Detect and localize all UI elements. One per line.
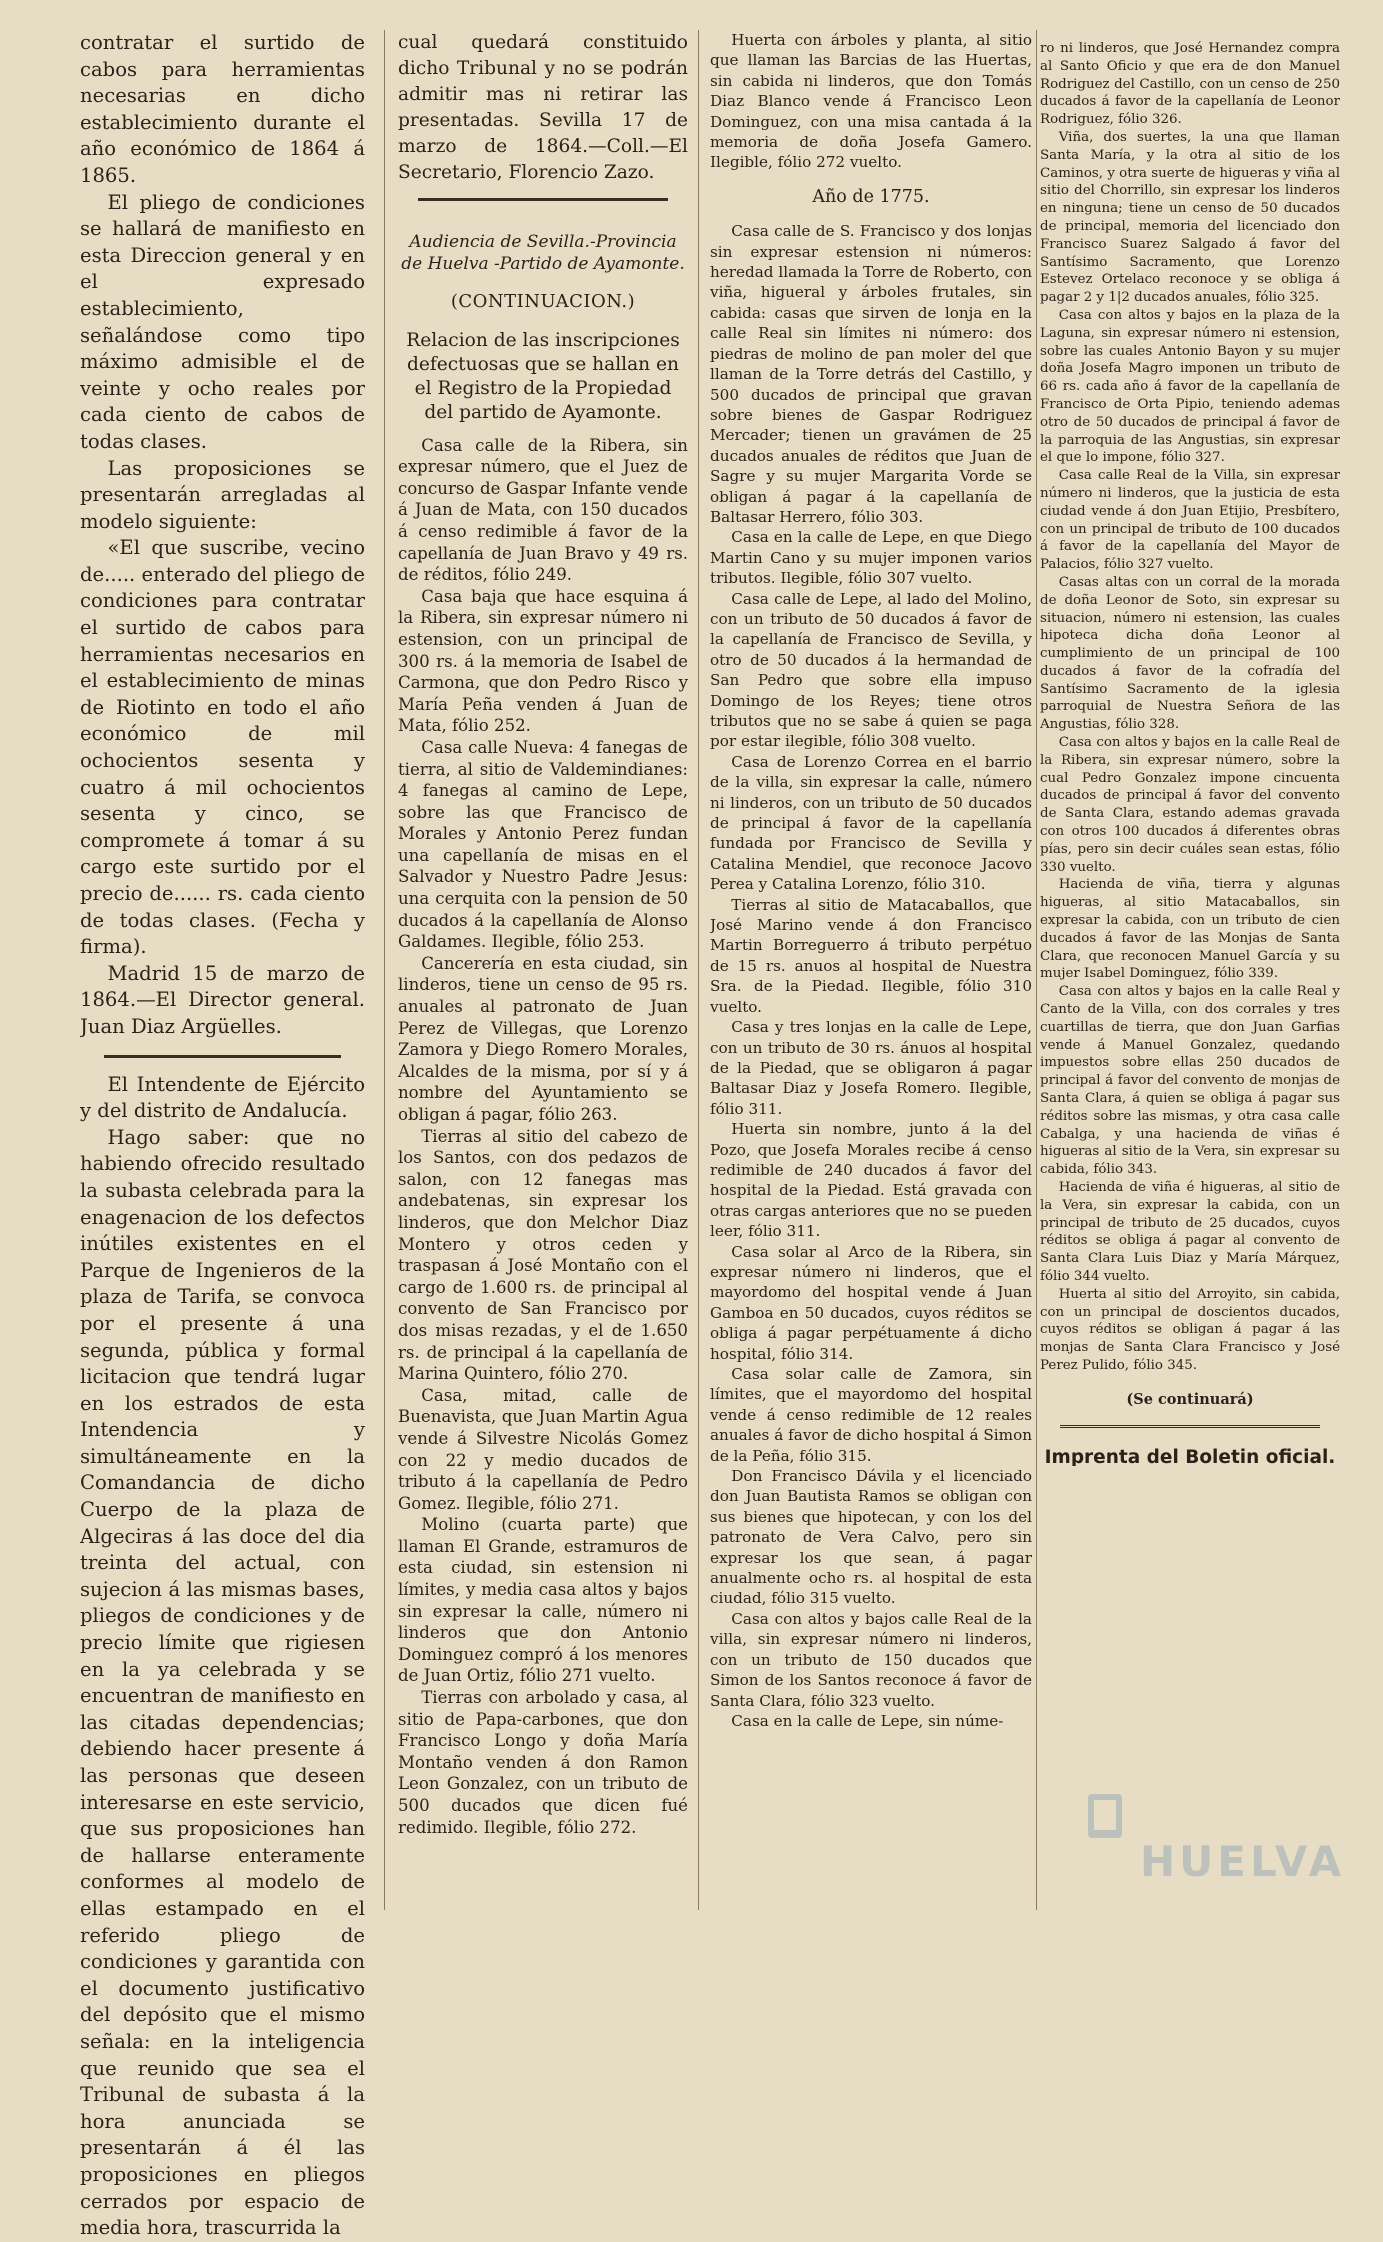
entry: Casa calle de la Ribera, sin expresar número, que el Juez de concurso de Gaspar Infante vende á Juan de Mata, con 150 ducados á censo redimible á favor de la capellanía de Juan Bravo y 49 rs. de réditos, fólio 249.	[398, 435, 688, 585]
entry: Casa con altos y bajos en la calle Real de la Ribera, sin expresar número, sobre la cual Pedro Gonzalez impone cincuenta ducados de principal á favor del convento de Santa Clara, estando ademas gravada con otros 100 ducados á diferentes obras pías, pero sin decir cuáles sean estas, fólio 330 vuelto.	[1040, 735, 1340, 875]
entry: Casa baja que hace esquina á la Ribera, sin expresar número ni estension, con un principal de 300 rs. á la memoria de Isabel de Carmona, que don Pedro Risco y María Peña venden á Juan de Mata, fólio 252.	[398, 586, 688, 736]
entry: Casa con altos y bajos en la plaza de la Laguna, sin expresar número ni estension, sobre las cuales Antonio Bayon y su mujer doña Josefa Magro imponen un tributo de 66 rs. cada año á favor de la capellanía de Francisco de Orta Pipio, teniendo ademas otro de 50 ducados de principal á favor de la parroquia de las Angustias, sin expresar el que lo impone, fólio 327.	[1040, 307, 1340, 466]
entry: Casa con altos y bajos calle Real de la villa, sin expresar número ni linderos, con un tributo de 150 ducados que Simon de los Santos reconoce á favor de Santa Clara, fólio 323 vuelto.	[710, 1609, 1032, 1710]
column-3	[710, 30, 1032, 1731]
column-rule	[1036, 30, 1037, 1910]
entry: Casa calle Nueva: 4 fanegas de tierra, al sitio de Valdemindianes: 4 fanegas al camino de Lepe, sobre las que Francisco de Morales y Antonio Perez fundan una capellanía de misas en el Salvador y Nuestro Padre Jesus: una cerquita con la pension de 50 ducados á la capellanía de Alonso Galdames. Ilegible, fólio 253.	[398, 737, 688, 952]
entry: Casa calle de S. Francisco y dos lonjas sin expresar estension ni números: heredad llamada la Torre de Roberto, con viña, higueral y árboles frutales, sin cabida: casas que sirven de lonja en la calle Real sin límites ni número: dos piedras de molino de pan moler del que llaman de la Torre detrás del Castillo, y 500 ducados de principal que gravan sobre bienes de Gaspar Rodriguez Mercader; tienen un gravámen de 25 ducados anuales de réditos que Juan de Sagre y su mujer Margarita Vorde se obligan á pagar á la capellanía de Baltasar Herrero, fólio 303.	[710, 222, 1032, 526]
entry: Casa solar al Arco de la Ribera, sin expresar número ni linderos, que el mayordomo del hospital vende á Juan Gamboa en 50 ducados, cuyos réditos se obliga á pagar perpétuamente á dicho hospital, fólio 314.	[710, 1242, 1032, 1363]
entry: Viña, dos suertes, la una que llaman Santa María, y la otra al sitio de los Caminos, y otra suerte de higueras y viña al sitio del Chorrillo, sin expresar los linderos en ninguna; tiene un censo de 50 ducados de principal, memoria del licenciado don Francisco Suarez Salgado á favor del Santísimo Sacramento, que Lorenzo Estevez Ortelaco reconoce y se obliga á pagar 2 y 1|2 ducados anuales, fólio 325.	[1040, 129, 1340, 306]
entry: Casa solar calle de Zamora, sin límites, que el mayordomo del hospital vende á censo redimible de 12 reales anuales á favor de dicho hospital á Simon de la Peña, fólio 315.	[710, 1365, 1032, 1465]
signature: Madrid 15 de marzo de 1864.—El Director general. Juan Diaz Argüelles.	[80, 961, 365, 1038]
continuation-label: (CONTINUACION.)	[450, 291, 636, 312]
watermark-text: HUELVA	[1140, 1837, 1346, 1886]
column-1	[80, 30, 365, 2242]
announcement-title: El Intendente de Ejército y del distrito de Andalucía.	[80, 1072, 365, 1123]
column-rule	[384, 30, 385, 1910]
entry: Casa calle de Lepe, al lado del Molino, con un tributo de 50 ducados á favor de la capellanía de Francisco de Sevilla, y otro de 50 ducados á la hermandad de San Pedro que sobre ella impuso Domingo de los Reyes; tiene otros tributos que no se sabe á quien se paga por estar ilegible, fólio 308 vuelto.	[710, 589, 1032, 751]
entry: Casa en la calle de Lepe, sin núme-	[731, 1711, 1004, 1730]
column-2	[398, 30, 688, 186]
paragraph: Las proposiciones se presentarán arregladas al modelo siguiente:	[80, 456, 365, 533]
relation-title: Relacion de las inscripciones defectuosas que se hallan en el Registro de la Propiedad del partido de Ayamonte.	[406, 329, 680, 423]
column-rule	[698, 30, 699, 1910]
entry: Casas altas con un corral de la morada de doña Leonor de Soto, sin expresar su situacion, número ni estension, las cuales hipoteca dicha doña Leonor al cumplimiento de un principal de 100 ducados á favor de la cofradía del Santísimo Sacramento de la iglesia parroquial de Nuestra Señora de las Angustias, fólio 328.	[1040, 574, 1340, 733]
crest-inner	[1094, 1800, 1116, 1830]
entry: Huerta al sitio del Arroyito, sin cabida, con un principal de doscientos ducados, cuyos réditos se obligan á pagar á las monjas de Santa Clara Francisco y José Perez Pulido, fólio 345.	[1040, 1286, 1340, 1373]
section-heading: Audiencia de Sevilla.-Provincia de Huelva -Partido de Ayamonte.	[401, 232, 685, 274]
continuation-note: (Se continuará)	[1126, 1390, 1254, 1408]
entry: Cancerería en esta ciudad, sin linderos, tiene un censo de 95 rs. anuales al patronato de Juan Perez de Villegas, que Lorenzo Zamora y Diego Romero Morales, Alcaldes de la misma, por sí y á nombre del Ayuntamiento se obligan á pagar, fólio 263.	[398, 953, 688, 1124]
section-divider	[1060, 1425, 1320, 1431]
entry: Tierras con arbolado y casa, al sitio de Papa-carbones, que don Francisco Longo y doña María Montaño venden á don Ramon Leon Gonzalez, con un tributo de 500 ducados que dicen fué redimido. Ilegible, fólio 272.	[398, 1688, 688, 1837]
entry: Casa y tres lonjas en la calle de Lepe, con un tributo de 30 rs. ánuos al hospital de la Piedad, que se obligaron á pagar Baltasar Diaz y Josefa Romero. Ilegible, fólio 311.	[710, 1018, 1032, 1118]
year-heading: Año de 1775.	[812, 186, 930, 207]
entry: Tierras al sitio de Matacaballos, que José Marino vende á don Francisco Martin Borreguerro á tributo perpétuo de 15 rs. anuos al hospital de Nuestra Sra. de la Piedad. Ilegible, fólio 310 vuelto.	[710, 895, 1032, 1016]
entry: Huerta sin nombre, junto á la del Pozo, que Josefa Morales recibe á censo redimible de 240 ducados á favor del hospital de la Piedad. Está gravada con otras cargas anteriores que no se pueden leer, fólio 311.	[710, 1120, 1032, 1241]
entry: ro ni linderos, que José Hernandez compra al Santo Oficio y que era de don Manuel Rodriguez del Castillo, con un censo de 250 ducados á favor de la capellanía de Leonor Rodriguez, fólio 326.	[1040, 41, 1340, 128]
section-divider	[104, 1055, 341, 1058]
model-proposal: «El que suscribe, vecino de..... enterado del pliego de condiciones para contratar el surtido de cabos para herramientas necesarios en el establecimiento de minas de Riotinto en todo el año económico de mil ochocientos sesenta y cuatro á mil ochocientos sesenta y cinco, se compromete á tomar á su cargo este surtido por el precio de...... rs. cada ciento de todas clases. (Fecha y firma).	[80, 536, 365, 959]
entry: Casa de Lorenzo Correa en el barrio de la villa, sin expresar la calle, número ni linderos, con un tributo de 50 ducados de principal á favor de la capellanía fundada por Francisco de Sevilla y Catalina Mendiel, que reconoce Jacovo Perea y Catalina Lorenzo, fólio 310.	[710, 752, 1032, 894]
entry: Casa en la calle de Lepe, en que Diego Martin Cano y su mujer imponen varios tributos. Ilegible, fólio 307 vuelto.	[710, 528, 1032, 588]
entry: Huerta con árboles y planta, al sitio que llaman las Barcias de las Huertas, sin cabida ni linderos, que don Tomás Diaz Blanco vende á Francisco Leon Dominguez, con una misa cantada á la memoria de doña Josefa Gamero. Ilegible, fólio 272 vuelto.	[710, 31, 1032, 172]
column-4	[1040, 40, 1340, 1466]
entry: Casa, mitad, calle de Buenavista, que Juan Martin Agua vende á Silvestre Nicolás Gomez con 22 y medio ducados de tributo á la capellanía de Pedro Gomez. Ilegible, fólio 271.	[398, 1385, 688, 1513]
paragraph: cual quedará constituido dicho Tribunal y no se podrán admitir mas ni retirar las presentadas. Sevilla 17 de marzo de 1864.—Coll.—El Secretario, Florencio Zazo.	[398, 32, 688, 183]
entry: Molino (cuarta parte) que llaman El Grande, estramuros de esta ciudad, sin estension ni límites, y media casa altos y bajos sin expresar la calle, número ni linderos que don Antonio Dominguez compró á los menores de Juan Ortiz, fólio 271 vuelto.	[398, 1515, 688, 1686]
paragraph: Hago saber: que no habiendo ofrecido resultado la subasta celebrada para la enagenacion de los defectos inútiles existentes en el Parque de Ingenieros de la plaza de Tarifa, se convoca por el presente á una segunda, pública y formal licitacion que tendrá lugar en los estrados de esta Intendencia y simultáneamente en la Comandancia de dicho Cuerpo de la plaza de Algeciras á las doce del dia treinta del actual, con sujecion á las mismas bases, pliegos de condiciones y de precio límite que rigiesen en la ya celebrada y se encuentran de manifiesto en las citadas dependencias; debiendo hacer presente á las personas que deseen interesarse en este servicio, que sus proposiciones han de hallarse enteramente conformes al modelo de ellas estampado en el referido pliego de condiciones y garantida con el documento justificativo del depósito que el mismo señala: en la inteligencia que reunido que sea el Tribunal de subasta á la hora anunciada se presentarán á él las proposiciones en pliegos cerrados por espacio de media hora, trascurrida la	[80, 1125, 365, 2240]
entry: Hacienda de viña, tierra y algunas higueras, al sitio Matacaballos, sin expresar la cabida, con un tributo de cien ducados á favor de las Monjas de Santa Clara, que reconocen Manuel García y su mujer Isabel Dominguez, fólio 339.	[1040, 877, 1340, 982]
paragraph: contratar el surtido de cabos para herramientas necesarias en dicho establecimiento durante el año económico de 1864 á 1865.	[80, 31, 365, 187]
entry: Tierras al sitio del cabezo de los Santos, con dos pedazos de salon, con 12 fanegas mas andebatenas, sin expresar los linderos, que don Melchor Diaz Montero y otros ceden y traspasan á José Montaño con el cargo de 1.600 rs. de principal al convento de San Francisco por dos misas rezadas, y el de 1.650 rs. de principal á la capellanía de Marina Quintero, fólio 270.	[398, 1126, 688, 1384]
printer-imprint: Imprenta del Boletin oficial.	[1044, 1446, 1336, 1467]
section-divider	[418, 198, 668, 201]
entry: Don Francisco Dávila y el licenciado don Juan Bautista Ramos se obligan con sus bienes que hipotecan, y con los del patronato de Vera Calvo, pero sin expresar los que sean, á pagar anualmente ocho rs. al hospital de esta ciudad, fólio 315 vuelto.	[710, 1467, 1032, 1608]
entry: Casa con altos y bajos en la calle Real y Canto de la Villa, con dos corrales y tres cuartillas de tierra, que don Juan Garfias vende á Manuel Gonzalez, quedando impuestos sobre ellas 250 ducados de principal á favor del convento de monjas de Santa Clara, á quien se obliga á pagar sus réditos sobre las mismas, y otra casa calle Cabalga, y una hacienda de viñas é higueras al sitio de la Vera, sin expresar su cabida, fólio 343.	[1040, 984, 1340, 1178]
entry: Casa calle Real de la Villa, sin expresar número ni linderos, que la justicia de esta ciudad vende á don Juan Etijio, Presbítero, con un principal de tributo de 100 ducados á favor de la capellanía del Mayor de Palacios, fólio 327 vuelto.	[1040, 468, 1340, 573]
column-2-lower	[398, 198, 688, 1838]
huelva-watermark-logo	[1070, 1780, 1360, 1890]
entry: Hacienda de viña é higueras, al sitio de la Vera, sin expresar la cabida, con un principal de tributo de 25 ducados, cuyos réditos se obliga á pagar al convento de Santa Clara Luis Diaz y María Márquez, fólio 344 vuelto.	[1040, 1180, 1340, 1284]
paragraph: El pliego de condiciones se hallará de manifiesto en esta Direccion general y en el expresado establecimiento, señalándose como tipo máximo admisible el de veinte y ocho reales por cada ciento de cabos de todas clases.	[80, 190, 365, 453]
